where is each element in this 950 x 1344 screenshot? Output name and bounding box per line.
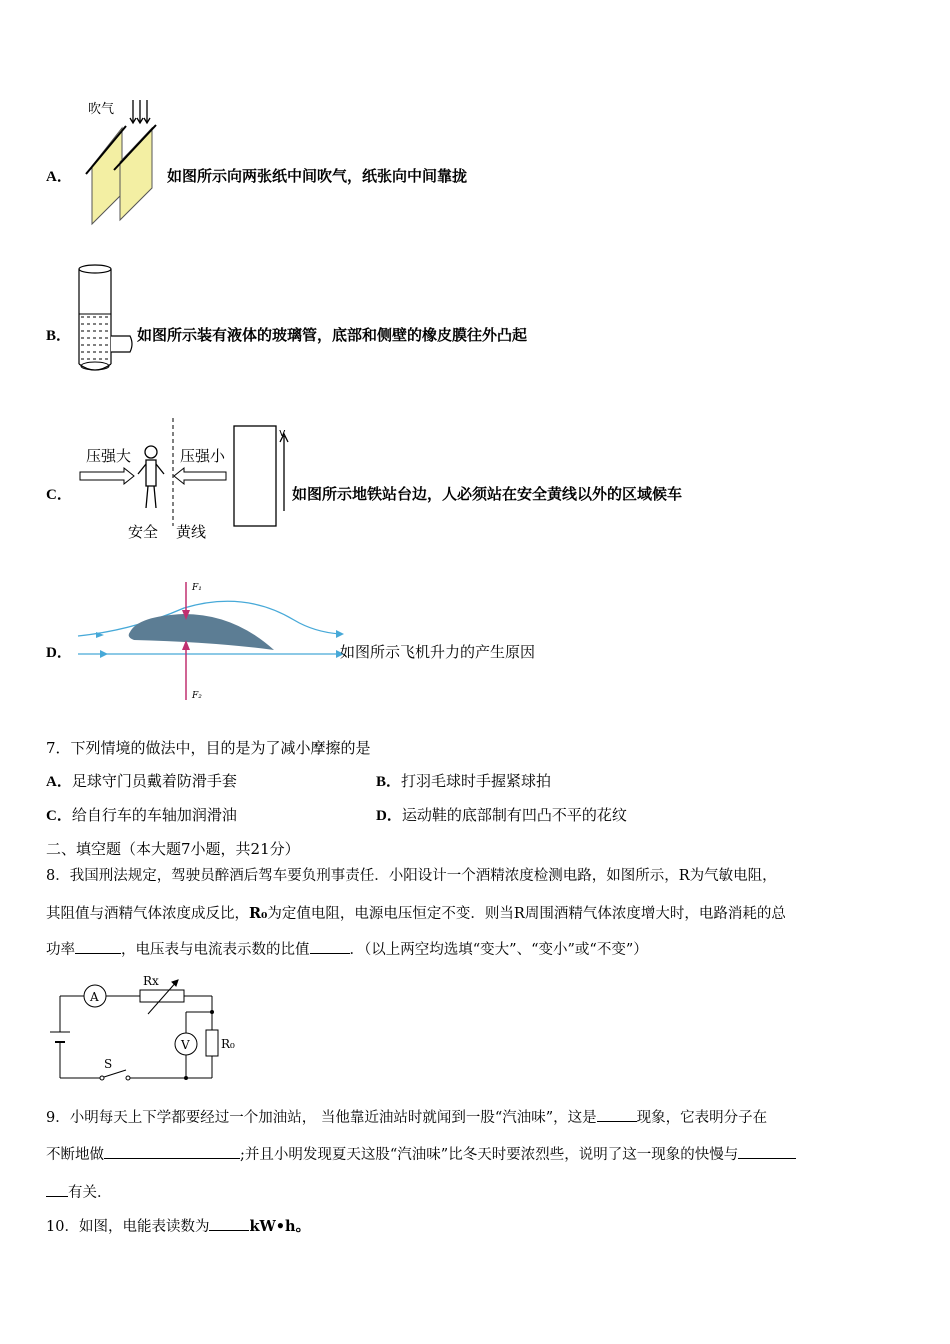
q8-line-3-b: ，电压表与电流表示数的比值 [121, 942, 310, 958]
option-a-text: 如图所示向两张纸中间吹气，纸张向中间靠拢 [167, 167, 468, 185]
q7-choice-b [376, 770, 551, 791]
option-c-label: C． [46, 487, 72, 503]
figure-text-v: v [279, 426, 286, 439]
q7-choice-a-label: A． [46, 774, 72, 790]
option-a-label: A． [46, 169, 72, 185]
glass-tube-figure [74, 262, 136, 378]
q10-unit: kW•h。 [249, 1218, 311, 1235]
q9-line-3-text: 有关． [68, 1185, 112, 1201]
q9-line-2-a: 不断地做 [46, 1147, 104, 1163]
q7-choice-d [376, 804, 627, 825]
r0-label: R₀ [221, 1037, 235, 1051]
rx-label: Rx [143, 974, 159, 988]
option-c-text: 如图所示地铁站台边，人必须站在安全黄线以外的区域候车 [292, 485, 683, 503]
q7-choice-b-text: 打羽毛球时手握紧球拍 [401, 772, 552, 790]
figure-text-blow: 吹气 [88, 102, 115, 117]
circuit-diagram [44, 970, 244, 1085]
figure-text-high-pressure: 压强大 [86, 447, 132, 465]
q8-line-3-a: 功率 [46, 942, 75, 958]
airfoil-figure [74, 580, 344, 704]
q9-line-2 [46, 1143, 796, 1164]
section-2-heading: 二、填空题（本大题7小题，共21分） [46, 840, 300, 858]
figure-text-f1: F₁ [192, 583, 202, 593]
q9-line-1-b: 现象，它表明分子在 [636, 1110, 768, 1126]
figure-text-f2: F₂ [192, 691, 202, 701]
ammeter-label: A [90, 990, 99, 1004]
q9-blank-3-cont[interactable] [46, 1182, 68, 1197]
figure-text-safety: 安全 [128, 523, 159, 541]
q7-choice-c-text: 给自行车的车轴加润滑油 [71, 806, 237, 824]
option-b-text: 如图所示装有液体的玻璃管，底部和侧壁的橡皮膜往外凸起 [137, 326, 528, 344]
q7-choice-d-label: D． [376, 808, 402, 824]
option-b-label: B． [46, 328, 72, 344]
switch-label: S [104, 1057, 113, 1071]
q8-r0-symbol: R₀ [249, 905, 268, 922]
q9-line-1-a: 9．小明每天上下学都要经过一个加油站， 当他靠近油站时就闻到一股“汽油味”，这是 [46, 1110, 597, 1126]
voltmeter-label: V [181, 1038, 190, 1052]
q7-stem: 7．下列情境的做法中，目的是为了减小摩擦的是 [46, 739, 371, 757]
q9-line-1 [46, 1106, 767, 1127]
q7-choice-b-label: B． [376, 774, 402, 790]
q10-text: 10．如图，电能表读数为 [46, 1219, 210, 1235]
figure-text-low-pressure: 压强小 [180, 447, 226, 465]
q9-blank-3[interactable] [738, 1144, 796, 1159]
paper-blowing-figure [78, 96, 168, 226]
figure-text-yellow-line: 黄线 [176, 523, 207, 541]
q8-line-1: 8．我国刑法规定，驾驶员醉酒后驾车要负刑事责任．小阳设计一个酒精浓度检测电路，如图所示，R为气敏电阻， [46, 868, 777, 884]
q7-choice-d-text: 运动鞋的底部制有凹凸不平的花纹 [401, 806, 627, 824]
q10-blank[interactable] [209, 1216, 249, 1231]
q7-choice-c [46, 804, 237, 825]
option-d-text: 如图所示飞机升力的产生原因 [340, 643, 536, 661]
q9-blank-2[interactable] [104, 1144, 240, 1159]
q8-line-2 [46, 902, 786, 923]
q8-line-3-c: ．（以上两空均选填“变大”、“变小”或“不变”） [349, 942, 648, 958]
q8-blank-1[interactable] [75, 939, 121, 954]
q8-line-2-b: 为定值电阻，电源电压恒定不变．则当R周围酒精气体浓度增大时，电路消耗的总 [267, 906, 786, 922]
option-d-label: D． [46, 645, 72, 661]
q8-line-3 [46, 938, 648, 959]
subway-platform-figure [76, 416, 296, 546]
q9-line-2-b: ;并且小明发现夏天这股“汽油味”比冬天时要浓烈些，说明了这一现象的快慢与 [240, 1147, 739, 1163]
q7-choice-a-text: 足球守门员戴着防滑手套 [71, 772, 237, 790]
q7-choice-c-label: C． [46, 808, 72, 824]
q8-blank-2[interactable] [310, 939, 350, 954]
q7-choice-a [46, 770, 237, 791]
q8-line-2-a: 其阻值与酒精气体浓度成反比， [46, 906, 249, 922]
q10-line [46, 1215, 310, 1236]
q9-blank-1[interactable] [597, 1107, 637, 1122]
q9-line-3 [46, 1181, 112, 1202]
